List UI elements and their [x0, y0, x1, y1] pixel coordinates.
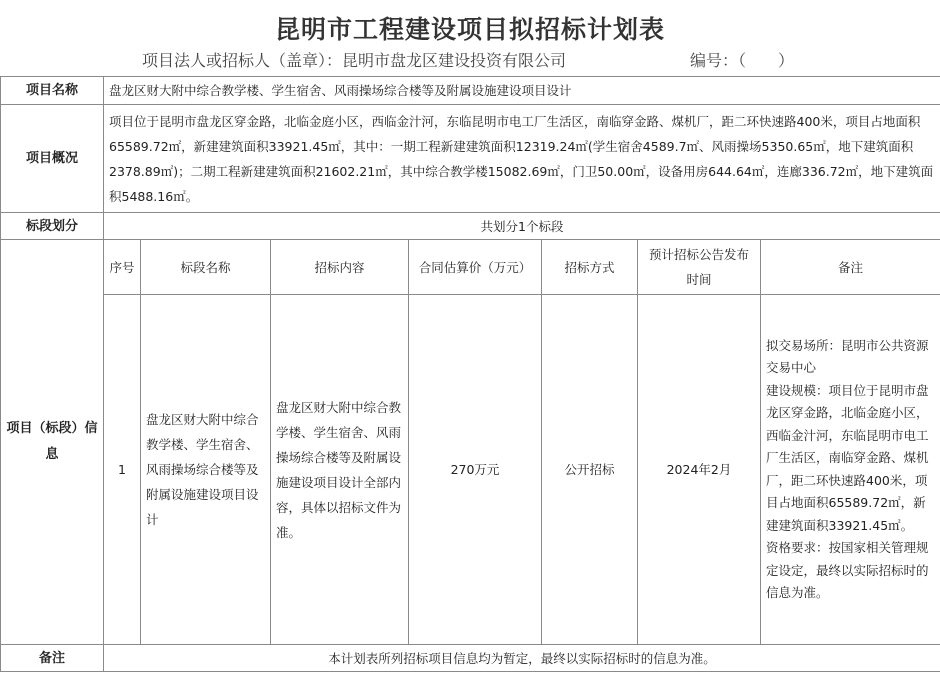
- header-method: 招标方式: [542, 240, 638, 295]
- header-content: 招标内容: [271, 240, 409, 295]
- document-title: 昆明市工程建设项目拟招标计划表: [274, 15, 665, 44]
- section-value: 共划分1个标段: [104, 213, 940, 240]
- overview-label: 项目概况: [1, 105, 104, 213]
- remark-place: 拟交易场所：昆明市公共资源交易中心: [766, 337, 929, 375]
- info-data-row: [1, 295, 940, 645]
- row-price: 270万元: [409, 295, 542, 645]
- row-content: 盘龙区财大附中综合教学楼、学生宿舍、风雨操场综合楼等及附属设施建设项目设计全部内容，具体以招标文件为准。: [271, 295, 409, 645]
- owner-label: 项目法人或招标人（盖章）：: [142, 51, 343, 70]
- remark-qualification: 资格要求：按国家相关管理规定设定，最终以实际招标时的信息为准。: [766, 540, 929, 600]
- project-name-label: 项目名称: [1, 77, 104, 105]
- overview-value: 项目位于昆明市盘龙区穿金路，北临金庭小区，西临金汁河，东临昆明市电工厂生活区，南临穿金路、煤机厂，距二环快速路400米，项目占地面积65589.72㎡，新建建筑面积33921.45㎡，其中：一期工程新建建筑面积12319.24㎡(学生宿舍4589.7㎡、风雨操场5350.65㎡，地下建筑面积2378.89㎡)；二期工程新建建筑面积21602.21㎡，其中综合教学楼15082.69㎡，门卫50.00㎡，设备用房644.64㎡，连廊336.72㎡，地下建筑面积5488.16㎡。: [104, 105, 940, 213]
- row-no: 1: [104, 295, 141, 645]
- header-time: 预计招标公告发布时间: [638, 240, 761, 295]
- row-time: 2024年2月: [638, 295, 761, 645]
- row-section-name: 盘龙区财大附中综合教学楼、学生宿舍、风雨操场综合楼等及附属设施建设项目设计: [141, 295, 271, 645]
- remark-scale: 建设规模：项目位于昆明市盘龙区穿金路，北临金庭小区，西临金汁河，东临昆明市电工厂生活区，南临穿金路、煤机厂，距二环快速路400米，项目占地面积65589.72㎡，新建建筑面积33921.45㎡。: [766, 382, 929, 533]
- info-label: [1, 240, 104, 645]
- header-remark: 备注: [761, 240, 940, 295]
- plan-table: [0, 76, 940, 672]
- header-no: 序号: [104, 240, 141, 295]
- info-header-row: [1, 240, 940, 295]
- header-section-name: 标段名称: [141, 240, 271, 295]
- header-price: 合同估算价（万元）: [409, 240, 542, 295]
- note-value: 本计划表所列招标项目信息均为暂定，最终以实际招标时的信息为准。: [104, 645, 940, 672]
- row-method: 公开招标: [542, 295, 638, 645]
- overview-row: [1, 105, 940, 213]
- owner-line: [142, 48, 566, 71]
- row-remark: [761, 295, 940, 645]
- section-row: [1, 213, 940, 240]
- section-label: 标段划分: [1, 213, 104, 240]
- number-line: 编号：（ ）: [690, 51, 795, 70]
- note-label: 备注: [1, 645, 104, 672]
- owner-value: 昆明市盘龙区建设投资有限公司: [342, 51, 567, 70]
- note-row: [1, 645, 940, 672]
- project-name-row: [1, 77, 940, 105]
- project-name-value: 盘龙区财大附中综合教学楼、学生宿舍、风雨操场综合楼等及附属设施建设项目设计: [104, 77, 940, 105]
- info-label-text: 项目（标段）信息: [6, 421, 98, 462]
